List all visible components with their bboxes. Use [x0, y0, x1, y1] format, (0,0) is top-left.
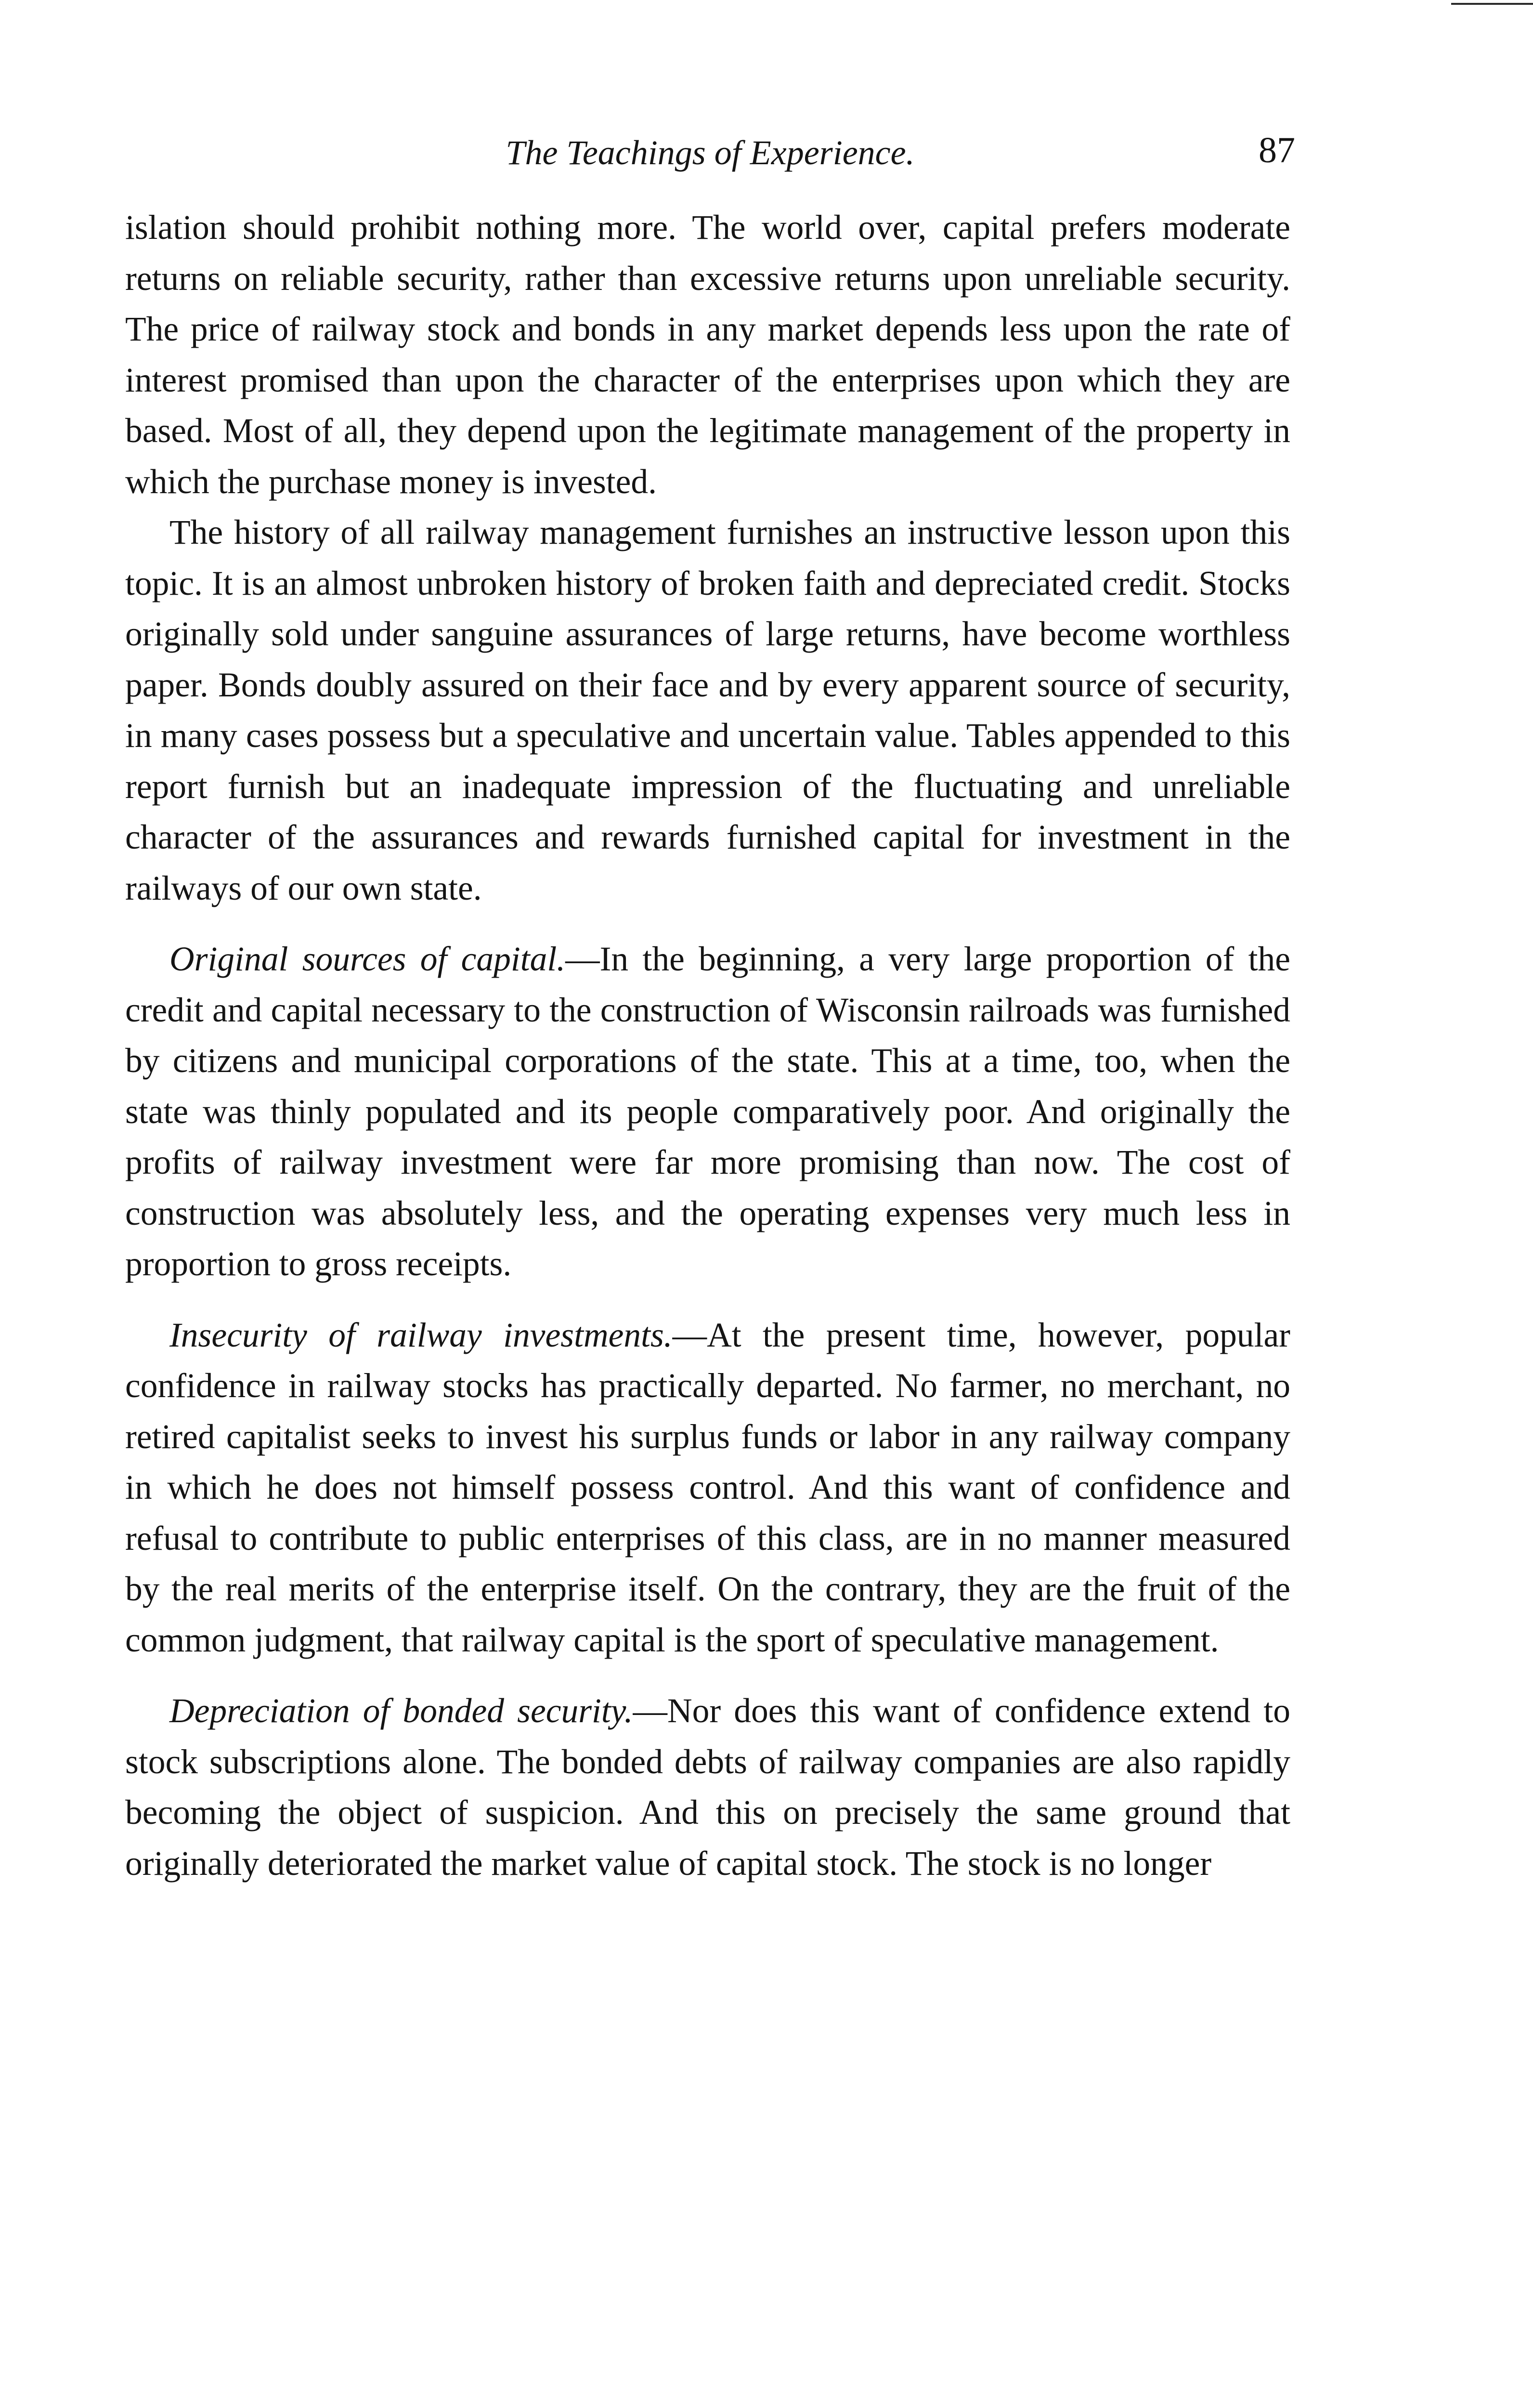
paragraph-1-text: islation should prohibit nothing more. The world over, capital prefers moderate returns on reliable security, rather than excessive returns upon unreliable security. The price of railway stock and bonds in any market depends less upon the rate of interest promised than upon the character of the enterprises upon which they are based. Most of all, they depend upon the legitimate management of the property in which the purchase money is invested.	[125, 209, 1290, 501]
paragraph-insecurity-text: —At the present time, however, popular confidence in railway stocks has practically departed. No farmer, no merchant, no retired capitalist seeks to invest his surplus funds or labor in any railway company in which he does not himself possess control. And this want of confidence and refusal to contribute to public enterprises of this class, are in no manner measured by the real merits of the enterprise itself. On the contrary, they are the fruit of the common judgment, that railway capital is the sport of speculative management.	[125, 1316, 1290, 1659]
section-heading-insecurity: Insecurity of railway investments.	[169, 1316, 673, 1354]
page-number: 87	[1259, 130, 1295, 170]
paragraph-original-sources	[125, 934, 1290, 1290]
paragraph-insecurity	[125, 1310, 1290, 1666]
section-heading-depreciation: Depreciation of bonded security.	[169, 1692, 633, 1730]
running-title: The Teachings of Experience.	[506, 133, 915, 172]
page-header	[125, 126, 1295, 179]
paragraph-original-sources-text: —In the beginning, a very large proportion of the credit and capital necessary to the construction of Wisconsin railroads was furnished by citizens and municipal corporations of the state. This at a time, too, when the state was thinly populated and its people comparatively poor. And originally the profits of railway investment were far more promising than now. The cost of construction was absolutely less, and the operating expenses very much less in proportion to gross receipts.	[125, 940, 1290, 1283]
page-body	[125, 202, 1290, 1889]
section-heading-original-sources: Original sources of capital.	[169, 940, 566, 978]
paragraph-1	[125, 202, 1290, 507]
paragraph-2-text: The history of all railway management furnishes an instructive lesson upon this topic. It is an almost unbroken history of broken faith and depreciated credit. Stocks originally sold under sanguine assurances of large returns, have become worthless paper. Bonds doubly assured on their face and by every apparent source of security, in many cases possess but a speculative and uncertain value. Tables appended to this report furnish but an inadequate impression of the fluctuating and unreliable character of the assurances and rewards furnished capital for investment in the railways of our own state.	[125, 513, 1290, 907]
paragraph-depreciation-text: —Nor does this want of confidence extend to stock subscriptions alone. The bonded debts of railway companies are also rapidly becoming the object of suspicion. And this on precisely the same ground that originally deteriorated the market value of capital stock. The stock is no longer	[125, 1692, 1290, 1883]
paragraph-depreciation	[125, 1686, 1290, 1889]
paragraph-2	[125, 507, 1290, 914]
scan-edge-rule	[1451, 3, 1533, 5]
